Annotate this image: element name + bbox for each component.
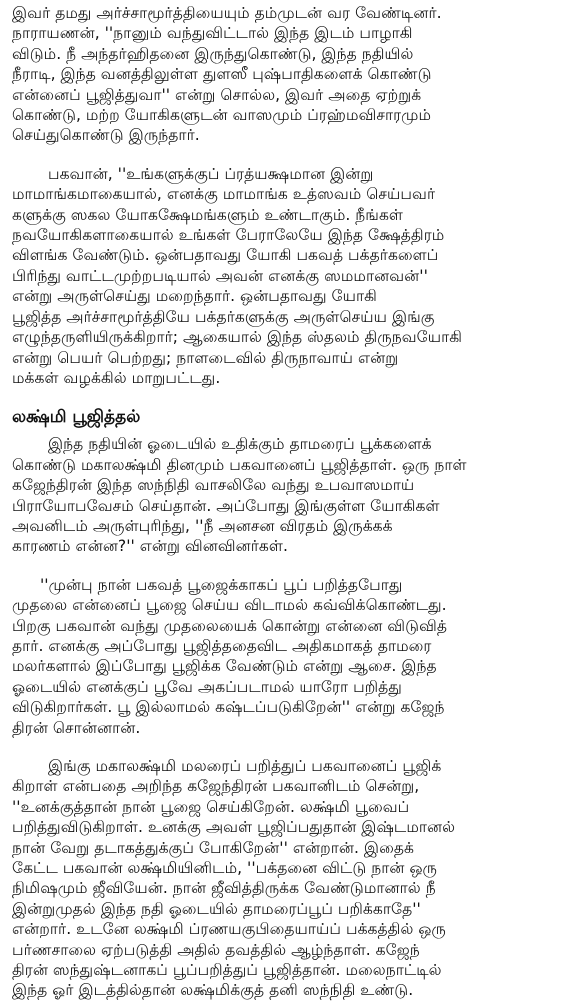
text-line: நீராடி, இந்த வனத்திலுள்ள துளஸீ புஷ்பாதிகளைக் கொண்டு	[12, 65, 432, 84]
text-line: இந்த ஓர் இடத்தில்தான் லக்ஷ்மிக்குத் தனி ஸந்நிதி உண்டு.	[12, 981, 414, 1000]
text-line: விடும். நீ அந்தர்ஹிதனை இருந்துகொண்டு, இந்த நதியில்	[12, 44, 414, 63]
text-line: திரன் சொன்னான்.	[12, 718, 141, 737]
text-line: ''முன்பு நான் பகவத் பூஜைக்காகப் பூப் பறித்தபோது	[40, 575, 403, 594]
text-line: கஜேந்திரன் இந்த ஸந்நிதி வாசலிலே வந்து உபவாஸமாய்	[12, 476, 415, 495]
text-line: பிறகு பகவான் வந்து முதலையைக் கொன்று என்னை விடுவித்	[12, 616, 447, 635]
text-line: நவயோகிகளாகையால் உங்கள் பேராலேயே இந்த க்ஷேத்திரம்	[12, 226, 445, 245]
text-line: பறித்துவிடுகிறாள். உனக்கு அவள் பூஜிப்பதுதான் இஷ்டமானல்	[12, 818, 456, 837]
text-line: விளங்க வேண்டும். ஒன்பதாவது யோகி பகவத் பக்தர்களைப்	[12, 246, 439, 265]
text-line: இந்த நதியின் ஓடையில் உதிக்கும் தாமரைப் பூக்களைக்	[48, 435, 432, 454]
text-line: கொண்டு, மற்ற யோகிகளுடன் வாஸமும் ப்ரஹ்மவிசாரமும்	[12, 106, 432, 125]
paragraph-1	[12, 3, 572, 146]
paragraph-4	[12, 575, 572, 738]
text-line: இன்றுமுதல் இந்த நதி ஓடையில் தாமரைப்பூப் பறிக்காதே''	[12, 899, 421, 918]
text-line: தார். எனக்கு அப்போது பூஜித்ததைவிட அதிகமாகத் தாமரை	[12, 636, 432, 655]
text-line: திரன் ஸந்துஷ்டனாகப் பூப்பறித்துப் பூஜித்தான். மலைநாட்டில்	[12, 961, 442, 980]
text-line: கொண்டு மகாலக்ஷ்மி தினமும் பகவானைப் பூஜித்தாள். ஒரு நாள்	[12, 455, 467, 474]
text-line: களுக்கு ஸகல யோகக்ஷேமங்களும் உண்டாகும். நீங்கள்	[12, 205, 403, 224]
text-line: நாராயணன், ''நானும் வந்துவிட்டால் இந்த இடம் பாழாகி	[12, 24, 413, 43]
paragraph-2	[12, 164, 572, 388]
text-line: எழுந்தருளியிருக்கிறார்; ஆகையால் இந்த ஸ்தலம் திருநவயோகி	[12, 328, 463, 347]
text-line: மக்கள் வழக்கில் மாறுபட்டது.	[12, 368, 221, 387]
text-line: அவனிடம் அருள்புரிந்து, ''நீ அனசன விரதம் இருக்கக்	[12, 516, 393, 535]
text-line: காரணம் என்ன?'' என்று வினவினர்கள்.	[12, 537, 288, 556]
text-line: இங்கு மகாலக்ஷ்மி மலரைப் பறித்துப் பகவானைப் பூஜிக்	[48, 757, 442, 775]
text-line: என்று அருள்செய்து மறைந்தார். ஒன்பதாவது யோகி	[12, 287, 377, 306]
text-line: என்றார். உடனே லக்ஷ்மி ப்ரணயகுபிதையாய்ப் பக்கத்தில் ஒரு	[12, 920, 446, 939]
text-line: முதலை என்னைப் பூஜை செய்ய விடாமல் கவ்விக்கொண்டது.	[12, 596, 447, 615]
section-heading: லக்ஷ்மி பூஜித்தல்	[12, 407, 141, 428]
text-line: கேட்ட பகவான் லக்ஷ்மியினிடம், ''பக்தனை விட்டு நான் ஒரு	[12, 859, 437, 878]
text-line: விடுகிறார்கள். பூ இல்லாமல் கஷ்டப்படுகிறேன்'' என்று கஜேந்	[12, 698, 445, 717]
text-line: மலர்களால் இப்போது பூஜிக்க வேண்டும் என்று ஆசை. இந்த	[12, 657, 437, 676]
text-line: பிரிந்து வாட்டமுற்றபடியால் அவன் எனக்கு ஸமமானவன்''	[12, 266, 428, 285]
text-line: என்று பெயர் பெற்றது; நாளடைவில் திருநாவாய் என்று	[12, 348, 399, 367]
text-line: ''உனக்குத்தான் நான் பூஜை செய்கிறேன். லக்ஷ்மி பூவைப்	[12, 797, 410, 816]
paragraph-5	[12, 756, 572, 1001]
text-line: பிராயோபவேசம் செய்தான். அப்போது இங்குள்ள யோகிகள்	[12, 496, 440, 515]
text-line: மாமாங்கமாகையால், எனக்கு மாமாங்க உத்ஸவம் செய்பவர்	[12, 185, 436, 204]
paragraph-3	[12, 434, 572, 556]
text-line: ஓடையில் எனக்குப் பூவே அகப்படாமல் யாரோ பறித்து	[12, 677, 402, 696]
text-line: பகவான், ''உங்களுக்குப் ப்ரத்யக்ஷமான இன்று	[48, 164, 374, 183]
text-line: நான் வேறு தடாகத்துக்குப் போகிறேன்'' என்றான். இதைக்	[12, 838, 414, 857]
text-line: இவர் தமது அர்ச்சாமூர்த்தியையும் தம்முடன் வர வேண்டினர்.	[12, 4, 442, 22]
text-line: பர்ணசாலை ஏற்படுத்தி அதில் தவத்தில் ஆழ்ந்தாள். கஜேந்	[12, 940, 420, 959]
text-line: கிறாள் என்பதை அறிந்த கஜேந்திரன் பகவானிடம் சென்று,	[12, 777, 420, 796]
text-line: பூஜித்த அர்ச்சாமூர்த்தியே பக்தர்களுக்கு அருள்செய்ய இங்கு	[12, 307, 435, 326]
text-line: நிமிஷமும் ஜீவியேன். நான் ஜீவித்திருக்க வேண்டுமானால் நீ	[12, 879, 436, 898]
text-line: செய்துகொண்டு இருந்தார்.	[12, 126, 200, 145]
text-line: என்னைப் பூஜித்துவா'' என்று சொல்ல, இவர் அதை ஏற்றுக்	[12, 85, 422, 104]
